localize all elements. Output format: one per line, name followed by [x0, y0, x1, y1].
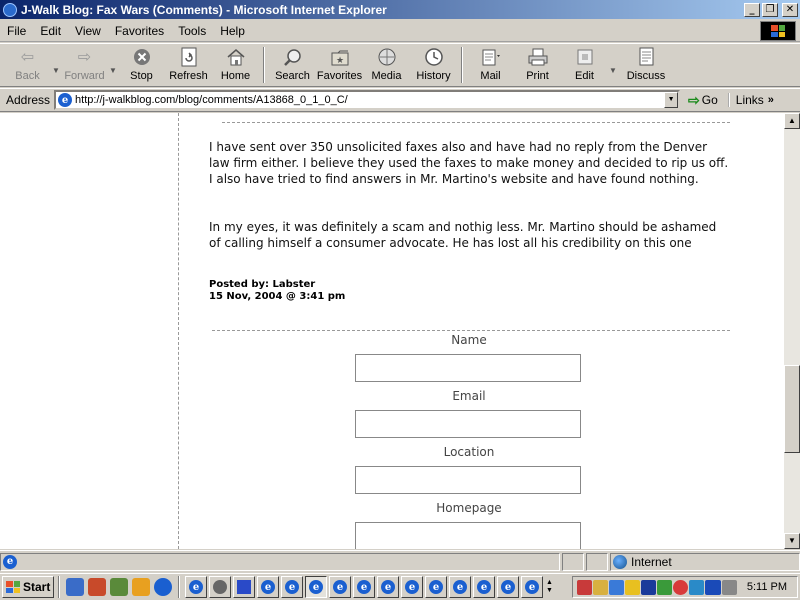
address-input[interactable]: [54, 90, 680, 110]
forward-arrow-icon: ⇨: [77, 49, 92, 66]
app-icon: [213, 580, 227, 594]
ie-icon: e: [357, 580, 371, 594]
security-zone: [610, 553, 800, 571]
scroll-up-button[interactable]: ▲: [784, 113, 800, 129]
taskbar-separator: [58, 576, 60, 598]
refresh-icon: [178, 47, 200, 67]
window-controls: [744, 3, 798, 17]
forward-dropdown-icon[interactable]: ▼: [109, 65, 117, 75]
vertical-scrollbar[interactable]: [784, 113, 800, 549]
ie-icon: e: [405, 580, 419, 594]
home-button[interactable]: Home: [212, 45, 259, 85]
favorites-icon: [329, 47, 351, 67]
status-panel: [586, 553, 608, 571]
name-label: Name: [451, 333, 487, 347]
name-field[interactable]: [355, 354, 581, 382]
favorites-button[interactable]: ★ Favorites: [316, 45, 363, 85]
links-button[interactable]: Links: [728, 93, 764, 107]
tray-app-icon[interactable]: [657, 580, 672, 595]
ie-status-icon: e: [3, 555, 17, 569]
comment-paragraph-2: In my eyes, it was definitely a scam and nothig less. Mr. Martino should be ashamed of calling himself a consumer advocate. He has lost all his credibility on this one: [209, 220, 717, 250]
location-field[interactable]: [355, 466, 581, 494]
menu-favorites[interactable]: Favorites: [114, 23, 165, 38]
taskbar-window-button[interactable]: [449, 576, 471, 598]
standard-toolbar: [0, 43, 800, 87]
menu-bar: [0, 20, 800, 42]
forward-button[interactable]: ⇨ Forward: [64, 49, 105, 82]
media-button[interactable]: Media: [363, 45, 410, 85]
quicklaunch-ie-icon[interactable]: [154, 578, 172, 596]
menu-edit[interactable]: Edit: [40, 23, 62, 38]
tray-app-icon[interactable]: [689, 580, 704, 595]
taskbar-window-button[interactable]: [425, 576, 447, 598]
restore-button[interactable]: ❐: [762, 3, 778, 17]
taskbar-window-button[interactable]: [209, 576, 231, 598]
quicklaunch-app-icon[interactable]: [110, 578, 128, 596]
taskbar-window-button[interactable]: [377, 576, 399, 598]
status-text-panel: [0, 553, 560, 571]
scroll-down-button[interactable]: ▼: [784, 533, 800, 549]
start-button[interactable]: Start: [2, 576, 54, 598]
edit-icon: [574, 47, 596, 67]
taskbar-window-button[interactable]: [185, 576, 207, 598]
status-bar: [0, 550, 800, 572]
mail-button[interactable]: Mail: [467, 45, 514, 85]
ie-icon: e: [453, 580, 467, 594]
tray-app-icon[interactable]: [625, 580, 640, 595]
tray-app-icon[interactable]: [609, 580, 624, 595]
quicklaunch-app-icon[interactable]: [66, 578, 84, 596]
ie-icon: e: [333, 580, 347, 594]
email-field[interactable]: [355, 410, 581, 438]
taskbar: [0, 573, 800, 600]
taskbar-window-button[interactable]: [257, 576, 279, 598]
status-panel: [562, 553, 584, 571]
windows-logo-icon: [6, 581, 20, 593]
form-divider: [212, 330, 730, 331]
print-icon: [527, 47, 549, 67]
links-chevron-icon[interactable]: »: [767, 94, 774, 106]
menu-file[interactable]: File: [7, 23, 27, 38]
ie-app-icon: [3, 3, 17, 17]
ie-icon: e: [189, 580, 203, 594]
tray-app-icon[interactable]: [673, 580, 688, 595]
refresh-button[interactable]: Refresh: [165, 45, 212, 85]
history-icon: [423, 47, 445, 67]
ie-icon: e: [429, 580, 443, 594]
taskbar-scroll-icon[interactable]: ▲ ▼: [546, 579, 553, 594]
zone-label: Internet: [631, 554, 672, 569]
tray-app-icon[interactable]: [577, 580, 592, 595]
ie-icon: e: [381, 580, 395, 594]
ie-icon: e: [477, 580, 491, 594]
homepage-field[interactable]: [355, 522, 581, 549]
system-clock[interactable]: 5:11 PM: [746, 581, 787, 593]
back-dropdown-icon[interactable]: ▼: [52, 65, 60, 75]
menu-view[interactable]: View: [75, 23, 101, 38]
menu-help[interactable]: Help: [220, 23, 245, 38]
ie-page-icon: e: [58, 93, 72, 107]
location-label: Location: [443, 445, 495, 459]
posted-date: 15 Nov, 2004 @ 3:41 pm: [209, 291, 346, 302]
ie-icon: e: [309, 580, 323, 594]
ie-icon: e: [261, 580, 275, 594]
go-arrow-icon: ⇨: [688, 91, 700, 108]
go-button[interactable]: ⇨ Go: [688, 91, 718, 108]
taskbar-window-button[interactable]: [521, 576, 543, 598]
taskbar-separator: [178, 576, 180, 598]
print-button[interactable]: Print: [514, 45, 561, 85]
ie-icon: e: [501, 580, 515, 594]
ie-icon: e: [525, 580, 539, 594]
minimize-button[interactable]: _: [744, 3, 760, 17]
svg-text:★: ★: [335, 55, 344, 65]
tray-app-icon[interactable]: [641, 580, 656, 595]
taskbar-window-button[interactable]: [401, 576, 423, 598]
media-icon: [376, 47, 398, 67]
windows-throbber-icon: [760, 21, 796, 41]
tray-app-icon[interactable]: [705, 580, 721, 595]
tray-app-icon[interactable]: [593, 580, 608, 595]
taskbar-window-button[interactable]: [329, 576, 351, 598]
taskbar-window-button-active[interactable]: [305, 576, 327, 598]
email-label: Email: [452, 389, 486, 403]
quicklaunch-media-icon[interactable]: [132, 578, 150, 596]
discuss-icon: [635, 47, 657, 67]
search-icon: [282, 47, 304, 67]
menu-tools[interactable]: Tools: [178, 23, 207, 38]
home-icon: [225, 47, 247, 67]
address-label: Address: [6, 93, 51, 107]
stop-button[interactable]: Stop: [118, 45, 165, 85]
address-bar: [0, 88, 800, 112]
address-dropdown-icon[interactable]: ▼: [664, 92, 678, 108]
column-divider: [178, 113, 179, 549]
toolbar-separator: [263, 47, 265, 83]
toolbar-separator: [461, 47, 463, 83]
taskbar-window-button[interactable]: [497, 576, 519, 598]
close-button[interactable]: ✕: [782, 3, 798, 17]
taskbar-window-button[interactable]: [473, 576, 495, 598]
taskbar-window-button[interactable]: [353, 576, 375, 598]
homepage-label: Homepage: [436, 501, 502, 515]
address-url[interactable]: http://j-walkblog.com/blog/comments/A13868_0_1_0_C/: [75, 94, 348, 106]
back-button[interactable]: ⇦ Back: [15, 49, 40, 82]
top-divider: [222, 122, 730, 123]
internet-globe-icon: [613, 555, 627, 569]
stop-icon: [131, 47, 153, 67]
edit-button[interactable]: Edit: [561, 45, 608, 85]
back-arrow-icon: ⇦: [20, 49, 35, 66]
window-titlebar[interactable]: [0, 0, 800, 19]
app-icon: [237, 580, 251, 594]
system-tray: [572, 576, 798, 598]
discuss-button[interactable]: Discuss: [618, 45, 674, 85]
taskbar-window-button[interactable]: [233, 576, 255, 598]
history-button[interactable]: History: [410, 45, 457, 85]
search-button[interactable]: Search: [269, 45, 316, 85]
page-content: [0, 113, 784, 549]
quicklaunch-app-icon[interactable]: [88, 578, 106, 596]
taskbar-window-button[interactable]: [281, 576, 303, 598]
comment-paragraph-1: I have sent over 350 unsolicited faxes also and have had no reply from the Denver law firm either. I believe they used the faxes to make money and decided to rip us off. I also have tried to find answers in Mr. Martino's website and have found nothing.: [209, 140, 729, 186]
tray-app-icon[interactable]: [722, 580, 737, 595]
window-title: J-Walk Blog: Fax Wars (Comments) - Microsoft Internet Explorer: [21, 2, 387, 17]
mail-icon: [480, 47, 502, 67]
ie-icon: e: [285, 580, 299, 594]
edit-dropdown-icon[interactable]: ▼: [609, 65, 617, 75]
scroll-thumb[interactable]: [784, 365, 800, 453]
posted-by: Posted by: Labster: [209, 279, 316, 290]
